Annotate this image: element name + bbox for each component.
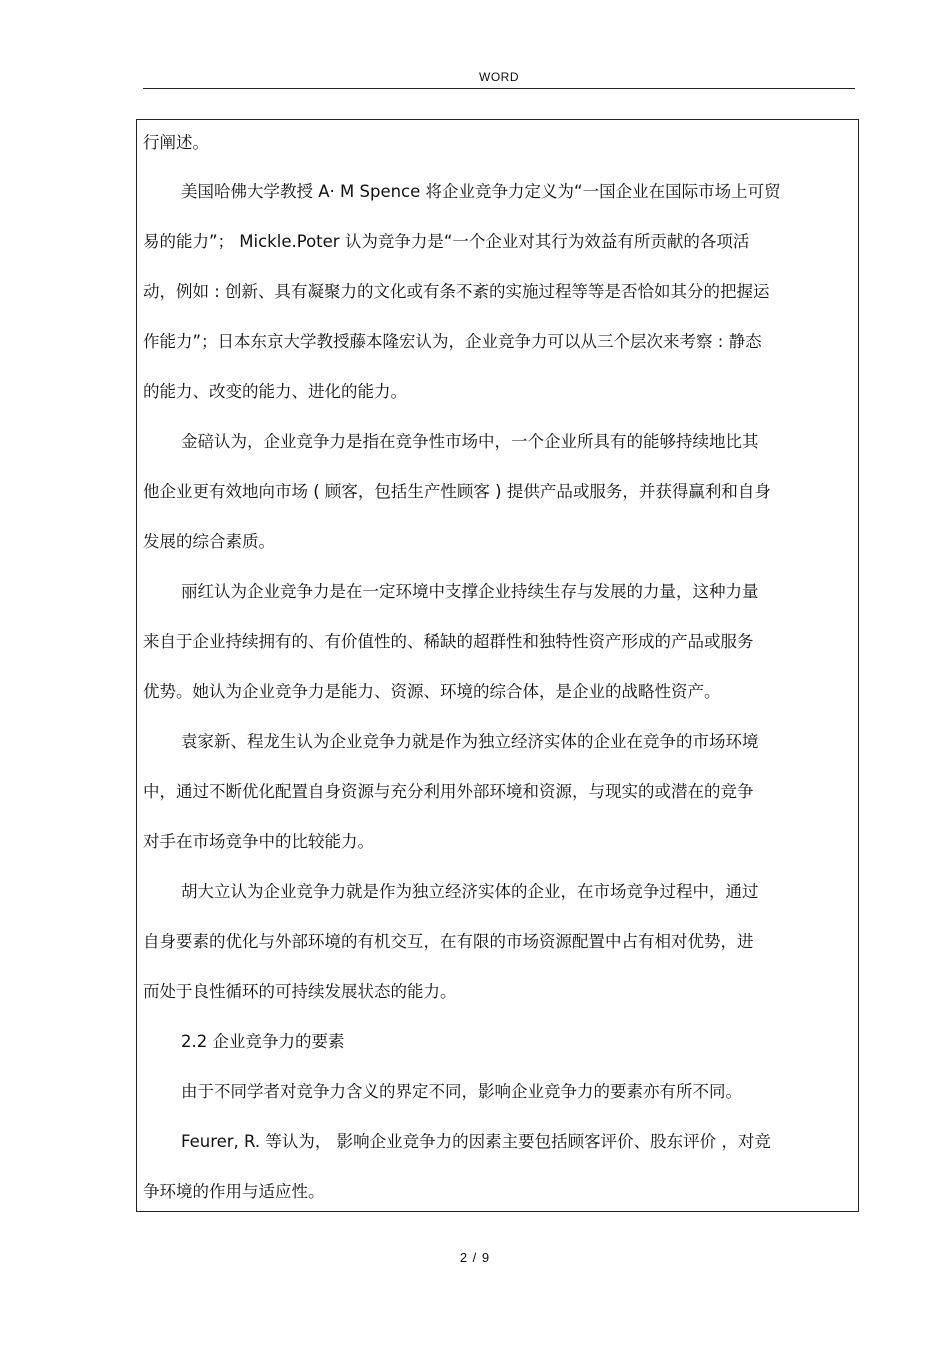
- text-line: 他企业更有效地向市场 ( 顾客，包括生产性顾客 ) 提供产品或服务，并获得赢利和自身: [143, 482, 771, 501]
- text-line: 行阐述。: [143, 133, 209, 152]
- text-line: 的能力、改变的能力、进化的能力。: [143, 382, 407, 401]
- text-line: 中，通过不断优化配置自身资源与充分利用外部环境和资源，与现实的或潜在的竞争: [143, 782, 754, 801]
- text-line: 丽红认为企业竞争力是在一定环境中支撑企业持续生存与发展的力量，这种力量: [181, 582, 759, 601]
- text-line: 优势。她认为企业竞争力是能力、资源、环境的综合体，是企业的战略性资产。: [143, 682, 721, 701]
- text-line: 发展的综合素质。: [143, 532, 275, 551]
- section-heading: 2.2 企业竞争力的要素: [181, 1032, 345, 1051]
- text-line: 胡大立认为企业竞争力就是作为独立经济实体的企业，在市场竞争过程中，通过: [181, 882, 759, 901]
- text-line: 争环境的作用与适应性。: [143, 1182, 325, 1201]
- text-line: 而处于良性循环的可持续发展状态的能力。: [143, 982, 457, 1001]
- text-line: 作能力”；日本东京大学教授藤本隆宏认为，企业竞争力可以从三个层次来考察 : 静态: [143, 332, 762, 351]
- text-line: Feurer, R. 等认为， 影响企业竞争力的因素主要包括顾客评价、股东评价 ，对竞: [181, 1132, 771, 1151]
- text-line: 对手在市场竞争中的比较能力。: [143, 832, 374, 851]
- text-line: 金碚认为，企业竞争力是指在竞争性市场中，一个企业所具有的能够持续地比其: [181, 432, 759, 451]
- text-line: 动，例如 : 创新、具有凝聚力的文化或有条不紊的实施过程等等是否恰如其分的把握运: [143, 282, 770, 301]
- page-number: 2 / 9: [459, 1250, 491, 1265]
- text-line: 自身要素的优化与外部环境的有机交互，在有限的市场资源配置中占有相对优势，进: [143, 932, 754, 951]
- text-line: 美国哈佛大学教授 A· M Spence 将企业竞争力定义为“一国企业在国际市场上可贸: [181, 182, 781, 201]
- header-label: WORD: [479, 70, 519, 84]
- text-line: 袁家新、程龙生认为企业竞争力就是作为独立经济实体的企业在竞争的市场环境: [181, 732, 759, 751]
- text-line: 易的能力”； Mickle.Poter 认为竞争力是“一个企业对其行为效益有所贡献的各项活: [143, 232, 750, 251]
- text-line: 来自于企业持续拥有的、有价值性的、稀缺的超群性和独特性资产形成的产品或服务: [143, 632, 754, 651]
- text-line: 由于不同学者对竞争力含义的界定不同，影响企业竞争力的要素亦有所不同。: [181, 1082, 742, 1101]
- page-header: [143, 68, 855, 89]
